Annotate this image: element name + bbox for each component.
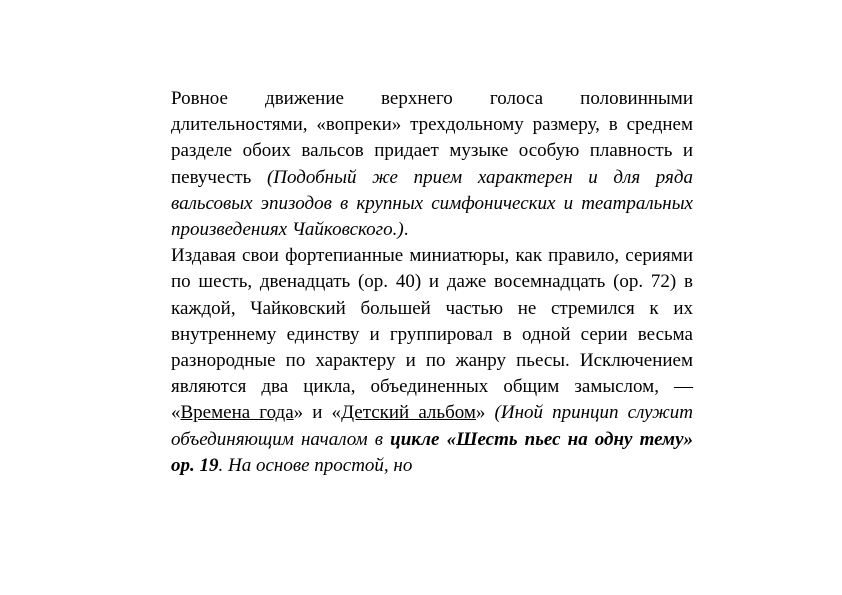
paragraph-2-text: Издавая свои фортепианные миниатюры, как правило, сериями по шесть, двенадцать (ор. 40) и даже восемнадцать (ор. 72) в каждой, Чайковский большей частью не стремился к их внутреннему единству и группировал в одной серии весьма разнородные по характеру и по жанру пьесы. Исключением являются два цикла, объединенных общим замыслом, — « [171,245,693,424]
paragraph-1 [171,86,693,243]
paragraph-2-note-start: (Иной принцип служит объединяющим началом в [171,402,693,450]
paragraph-2-between: » и « [293,402,342,424]
paragraph-1-end: . [403,219,409,241]
link-detskiy-albom[interactable]: Детский альбом [341,402,476,424]
paragraph-2-after-links: » [475,402,495,424]
paragraph-1-text: Ровное движение верхнего голоса половинными длительностями, «вопреки» трехдольному размеру, в среднем разделе обоих вальсов придает музыке особую плавность и певучесть [171,88,693,188]
paragraph-2-note-end: . На основе простой, но [218,454,413,476]
link-vremena-goda[interactable]: Времена года [180,402,294,424]
document-body [171,86,693,479]
paragraph-1-note: (Подобный же прием характерен и для ряда вальсовых эпизодов в крупных симфонических и театральных произведениях Чайковского.) [171,166,693,241]
paragraph-2-note-bold: цикле «Шесть пьес на одну тему» ор. 19 [171,428,694,476]
paragraph-2 [171,243,693,479]
